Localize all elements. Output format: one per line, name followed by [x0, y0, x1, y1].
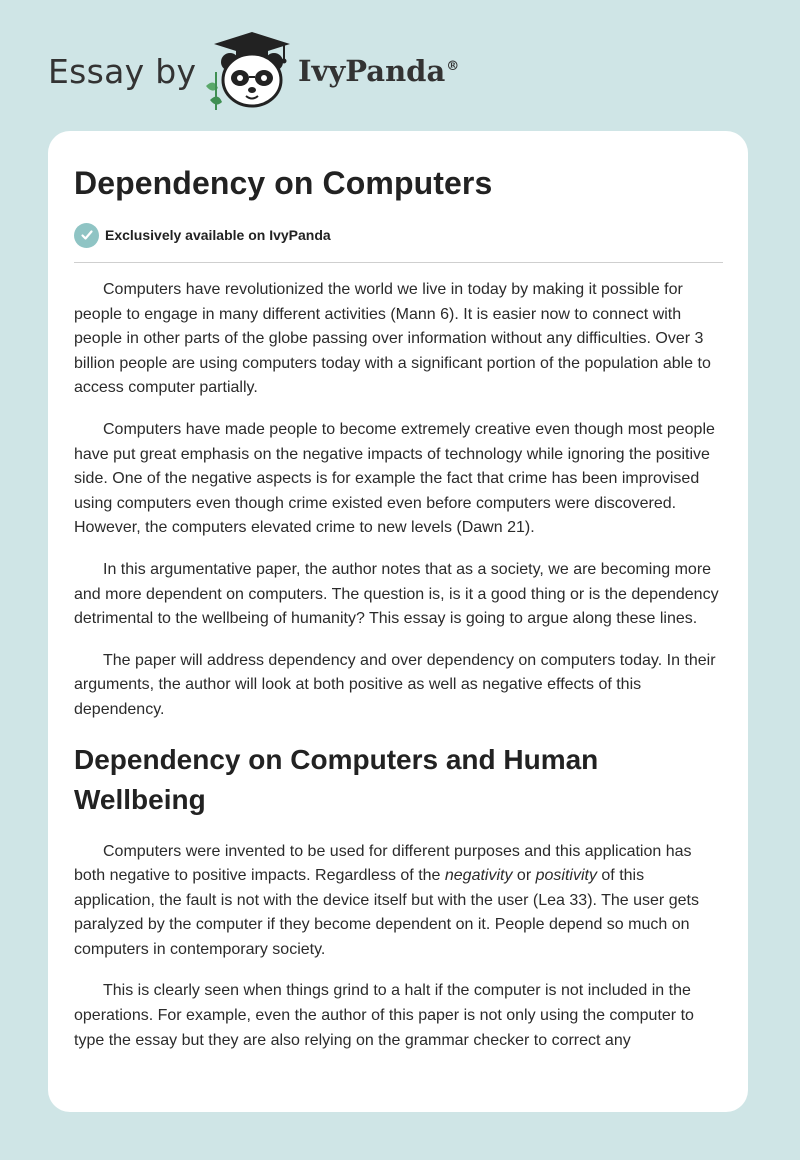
brand-name: IvyPanda® [298, 54, 460, 88]
panda-logo-icon [200, 28, 300, 112]
paragraph: The paper will address dependency and over dependency on computers today. In their arguments, the author will look at both positive as well as negative effects of this dependency. [74, 651, 716, 718]
exclusive-badge [74, 222, 331, 248]
paragraph: In this argumentative paper, the author notes that as a society, we are becoming more and more dependent on computers. The question is, is it a good thing or is the dependency detrimental to the wellbeing of humanity? This essay is going to argue along these lines. [74, 560, 719, 628]
paragraph: Computers have made people to become extremely creative even though most people have put great emphasis on the negative impacts of technology while ignoring the positive side. One of the negative aspects is for example the fact that crime has been improvised using computers even though crime existed even before computers were discovered. However, the computers elevated crime to new levels (Dawn 21). [74, 420, 715, 537]
essay-body [74, 278, 726, 1070]
site-header [48, 28, 508, 112]
paragraph: Computers have revolutionized the world we live in today by making it possible for people to engage in many different activities (Mann 6). It is easier now to connect with people in other parts of the globe passing over information without any difficulties. Over 3 billion people are using computers today with a significant portion of the population able to access computer partially. [74, 281, 711, 397]
paragraph: Computers were invented to be used for different purposes and this application has both negative to positive impacts. Regardless of the negativity or positivity of this application, the fault is not with the device itself but with the user (Lea 33). The user gets paralyzed by the computer if they become dependent on it. People depend so much on computers in contemporary society. [74, 842, 699, 958]
check-icon [74, 223, 99, 248]
divider [74, 262, 723, 263]
section-heading: Dependency on Computers and Human Wellbeing [74, 743, 599, 815]
exclusive-label: Exclusively available on IvyPanda [105, 227, 331, 243]
essay-card [48, 131, 748, 1112]
paragraph: This is clearly seen when things grind to a halt if the computer is not included in the operations. For example, even the author of this paper is not only using the computer to type the essay but they are also relying on the grammar checker to correct any [74, 982, 694, 1049]
brand-prefix: Essay by [48, 52, 197, 91]
page-title: Dependency on Computers [74, 165, 493, 201]
